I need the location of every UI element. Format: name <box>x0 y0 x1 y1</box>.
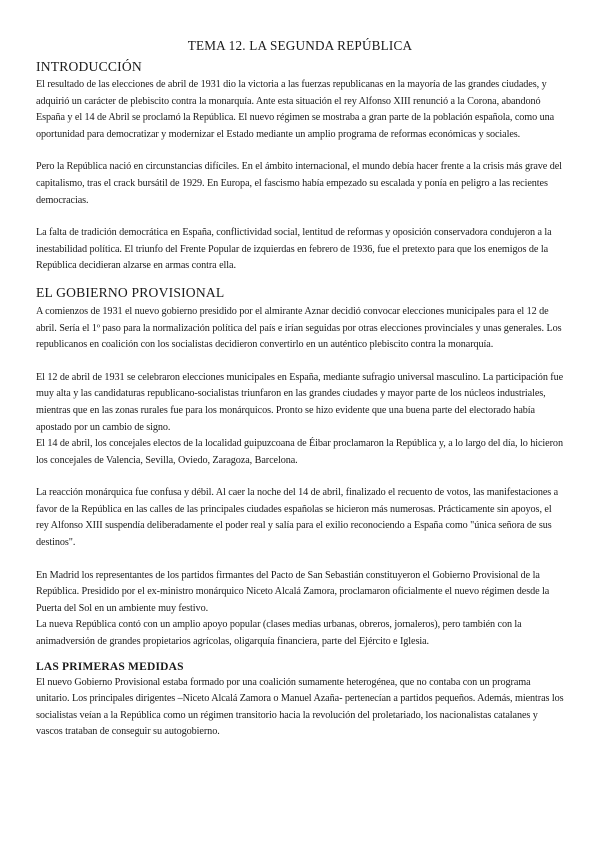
paragraph: La nueva República contó con un amplio apoyo popular (clases medias urbanas, obreros, jornaleros), pero también con la animadversión de grandes propietarios agrícolas, oligarquía financiera, parte del Ejército e Iglesia. <box>36 619 522 648</box>
document-title: TEMA 12. LA SEGUNDA REPÚBLICA <box>187 38 413 53</box>
section-heading-gobierno-provisional: EL GOBIERNO PROVISIONAL <box>36 284 225 300</box>
paragraph: El 12 de abril de 1931 se celebraron elecciones municipales en España, mediante sufragio universal masculino. La participación fue muy alta y las candidaturas republicano-socialistas triunfaron en las grandes ciudades y mayor parte de los núcleos industriales, mientras que en las zonas rurales fue para los monárquicos. Pronto se hizo evidente que una buena parte del electorado había apostado por un cambio de signo. <box>36 371 564 433</box>
paragraph: A comienzos de 1931 el nuevo gobierno presidido por el almirante Aznar decidió convocar elecciones municipales para el 12 de abril. Sería el 1º paso para la normalización política del país e irían seguidas por otras elecciones provinciales y unas generales. Los republicanos en coalición con los socialistas decidieron convertirlo en un auténtico plebiscito contra la monarquía. <box>36 305 562 351</box>
paragraph: Pero la República nació en circunstancias difíciles. En el ámbito internacional, el mundo debía hacer frente a la crisis más grave del capitalismo, tras el crack bursátil de 1929. En Europa, el fascismo había empezado su escalada y ponía en peligro a las recientes democracias. <box>36 161 562 206</box>
section-heading-primeras-medidas: LAS PRIMERAS MEDIDAS <box>36 660 184 673</box>
paragraph: La reacción monárquica fue confusa y débil. Al caer la noche del 14 de abril, finalizado el recuento de votos, las manifestaciones a favor de la República en las calles de las principales ciudades españolas se hicieron más numerosas. Prácticamente sin apoyos, el rey Alfonso XIII suspendía deliberadamente el poder real y salía para el exilio reconociendo a España como "única señora de sus destinos". <box>36 487 559 549</box>
paragraph: En Madrid los representantes de los partidos firmantes del Pacto de San Sebastián constituyeron el Gobierno Provisional de la República. Presidido por el ex-ministro monárquico Niceto Alcalá Zamora, proclamaron oficialmente el nuevo régimen desde la Puerta del Sol en un ambiente muy festivo. <box>36 569 550 614</box>
paragraph: El 14 de abril, los concejales electos de la localidad guipuzcoana de Éibar proclamaron la República y, a lo largo del día, lo hicieron los concejales de Valencia, Sevilla, Oviedo, Zaragoza, Barcelona. <box>36 438 563 466</box>
paragraph: El nuevo Gobierno Provisional estaba formado por una coalición sumamente heterogénea, que no contaba con un programa unitario. Los principales dirigentes –Niceto Alcalá Zamora o Manuel Azaña- pertenecían a partidos pequeños. Además, mientras los socialistas veían a la República como un régimen transitorio hacia la revolución del proletariado, los nacionalistas catalanes y vascos trataban de conseguir su autogobierno. <box>36 676 564 738</box>
paragraph: La falta de tradición democrática en España, conflictividad social, lentitud de reformas y oposición conservadora condujeron a la inestabilidad política. El triunfo del Frente Popular de izquierdas en febrero de 1936, fue el pretexto para que los enemigos de la República decidieran alzarse en armas contra ella. <box>36 227 552 272</box>
paragraph: El resultado de las elecciones de abril de 1931 dio la victoria a las fuerzas republicanas en la mayoría de las grandes ciudades, y adquirió un carácter de plebiscito contra la monarquía. Ante esta situación el rey Alfonso XIII renunció a la Corona, abandonó España y el 14 de Abril se proclamó la República. El nuevo régimen se mostraba a gran parte de la población española, como una oportunidad para democratizar y modernizar el Estado mediante un amplio programa de reformas económicas y sociales. <box>36 79 555 140</box>
section-heading-introduccion: INTRODUCCIÓN <box>36 59 142 74</box>
